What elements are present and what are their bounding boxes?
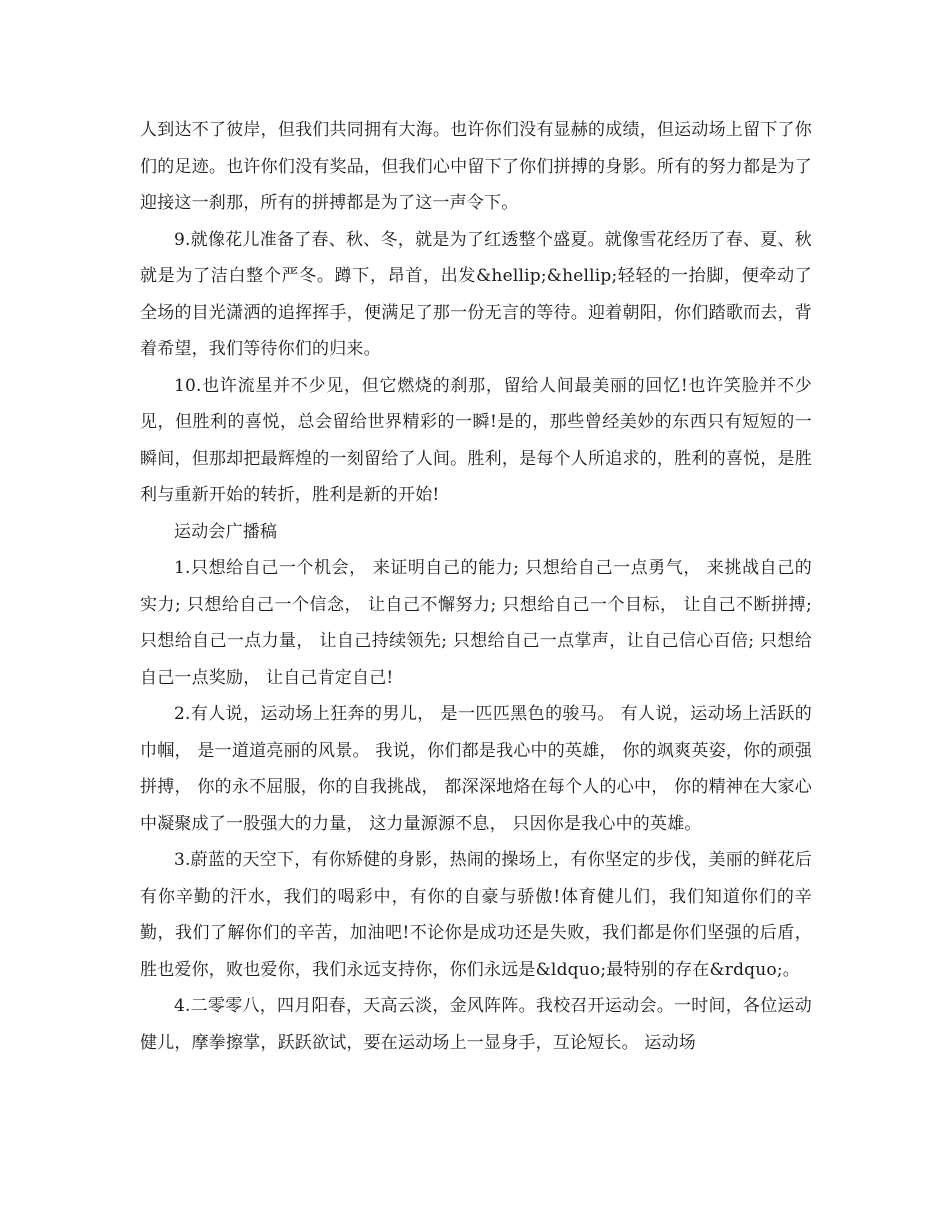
- paragraph-item-4: 4.二零零八，四月阳春，天高云淡，金风阵阵。我校召开运动会。一时间，各位运动健儿，摩拳擦掌，跃跃欲试，要在运动场上一显身手，互论短长。 运动场: [140, 996, 812, 1053]
- paragraph-continuation: 人到达不了彼岸，但我们共同拥有大海。也许你们没有显赫的成绩，但运动场上留下了你们的足迹。也许你们没有奖品，但我们心中留下了你们拼搏的身影。所有的努力都是为了迎接这一刹那，所有的拼搏都是为了这一声令下。: [140, 120, 812, 213]
- paragraph-item-1: 1.只想给自己一个机会， 来证明自己的能力; 只想给自己一点勇气， 来挑战自己的实力; 只想给自己一个信念， 让自己不懈努力; 只想给自己一个目标， 让自己不断拼搏; 只想给自己一点力量， 让自己持续领先; 只想给自己一点掌声，让自己信心百倍; 只想给自己一点奖励， 让自己肯定自己!: [140, 558, 812, 688]
- section-heading: 运动会广播稿: [174, 521, 278, 542]
- paragraph-item-10: 10.也许流星并不少见，但它燃烧的刹那，留给人间最美丽的回忆!也许笑脸并不少见，但胜利的喜悦，总会留给世界精彩的一瞬!是的，那些曾经美妙的东西只有短短的一瞬间，但那却把最辉煌的一刻留给了人间。胜利，是每个人所追求的，胜利的喜悦，是胜利与重新开始的转折，胜利是新的开始!: [140, 375, 812, 505]
- document-body: [140, 112, 812, 1061]
- paragraph-item-3: 3.蔚蓝的天空下，有你矫健的身影，热闹的操场上，有你坚定的步伐，美丽的鲜花后有你辛勤的汗水，我们的喝彩中，有你的自豪与骄傲!体育健儿们，我们知道你们的辛勤，我们了解你们的辛苦，加油吧!不论你是成功还是失败，我们都是你们坚强的后盾，胜也爱你，败也爱你，我们永远支持你，你们永远是&ldquo;最特别的存在&rdquo;。: [140, 850, 812, 980]
- paragraph-item-9: 9.就像花儿准备了春、秋、冬，就是为了红透整个盛夏。就像雪花经历了春、夏、秋就是为了洁白整个严冬。蹲下，昂首，出发&hellip;&hellip;轻轻的一抬脚，便牵动了全场的目光潇洒的追挥挥手，便满足了那一份无言的等待。迎着朝阳，你们踏歌而去，背着希望，我们等待你们的归来。: [140, 229, 812, 359]
- paragraph-item-2: 2.有人说，运动场上狂奔的男儿， 是一匹匹黑色的骏马。 有人说，运动场上活跃的巾帼， 是一道道亮丽的风景。 我说，你们都是我心中的英雄， 你的飒爽英姿，你的顽强拼搏， 你的永不屈服，你的自我挑战， 都深深地烙在每个人的心中， 你的精神在大家心中凝聚成了一股强大的力量， 这力量源源不息， 只因你是我心中的英雄。: [140, 704, 812, 834]
